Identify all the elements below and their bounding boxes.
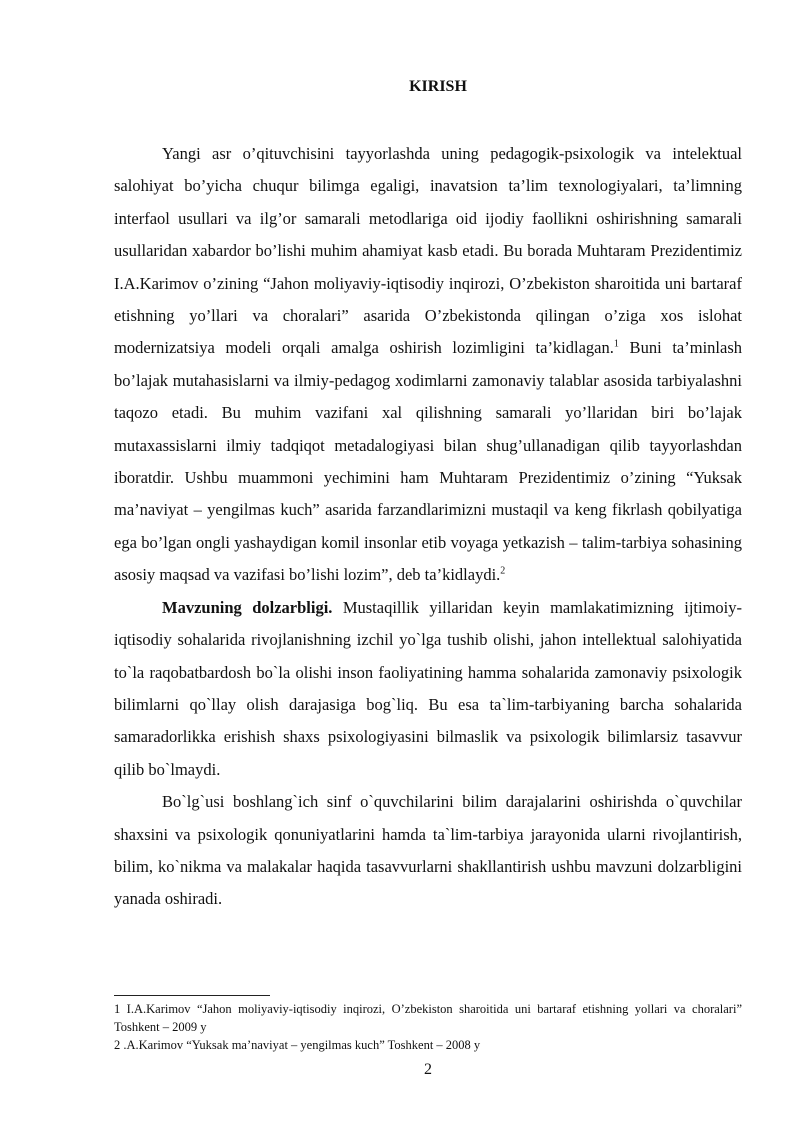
document-body <box>114 138 742 916</box>
footnote-divider <box>114 995 270 996</box>
page-title: KIRISH <box>409 78 467 95</box>
page-number: 2 <box>424 1061 432 1078</box>
paragraph-relevance <box>114 592 742 786</box>
footnote-ref-2: 2 <box>500 565 506 577</box>
footnotes <box>114 1000 742 1054</box>
paragraph-students <box>114 786 742 916</box>
footnote-ref-1: 1 <box>613 338 619 350</box>
paragraph-students-text: Bo`lg`usi boshlang`ich sinf o`quvchilarini bilim darajalarini oshirishda o`quvchilar shaxsini va psixologik qonuniyatlarini hamda ta`lim-tarbiya jarayonida ularni rivojlantirish, bilim, ko`nikma va malakalar haqida tasavvurlarni shakllantirish ushbu mavzuni dolzarbligini yanada oshiradi. <box>114 792 742 909</box>
paragraph-intro-text-1: Yangi asr o’qituvchisini tayyorlashda uning pedagogik-psixologik va intelektual salohiyat bo’yicha chuqur bilimga egaligi, inavatsion ta’lim texnologiyalari, ta’limning interfaol usullari va ilg’or samarali metodlariga oid ijodiy faollikni oshirishning samarali usullaridan xabardor bo’lishi muhim ahamiyat kasb etadi. Bu borada Muhtaram Prezidentimiz I.A.Karimov o’zining “Jahon moliyaviy-iqtisodiy inqirozi, O’zbekiston sharoitida uni bartaraf etishning yo’llari va choralari” asarida O’zbekistonda qilingan o’ziga xos islohat modernizatsiya modeli orqali amalga oshirish lozimligini ta’kidlagan. <box>114 144 742 358</box>
footnote-2: 2 .A.Karimov “Yuksak ma’naviyat – yengilmas kuch” Toshkent – 2008 y <box>114 1038 481 1052</box>
footnote-1: 1 I.A.Karimov “Jahon moliyaviy-iqtisodiy inqirozi, O’zbekiston sharoitida uni bartaraf etishning yollari va choralari” Toshkent – 2009 y <box>114 1002 742 1034</box>
paragraph-relevance-text: Mustaqillik yillaridan keyin mamlakatimizning ijtimoiy-iqtisodiy sohalarida rivojlanishning izchil yo`lga tushib olishi, jahon intellektual salohiyatida to`la raqobatbardosh bo`la olishi inson faoliyatining hamma sohalarida zamonaviy psixologik bilimlarni qo`llay olish darajasiga bog`liq. Bu esa ta`lim-tarbiyaning barcha sohalarida samaradorlikka erishish shaxs psixologiyasini bilmaslik va psixologik bilimlarsiz tasavvur qilib bo`lmaydi. <box>114 597 742 779</box>
paragraph-intro-text-2: Buni ta’minlash bo’lajak mutahasislarni va ilmiy-pedagog xodimlarni zamonaviy talablar asosida tarbiyalashni taqozo etadi. Bu muhim vazifani xal qilishning samarali yo’llaridan biri bo’lajak mutaxassislarni ilmiy tadqiqot metadalogiyasi bilan shug’ullanadigan qilib tayyorlashdan iboratdir. Ushbu muammoni yechimini ham Muhtaram Prezidentimiz o’zining “Yuksak ma’naviyat – yengilmas kuch” asarida farzandlarimizni mustaqil va keng fikrlash qobilyatiga ega bo’lgan ongli yashaydigan komil insonlar etib voyaga yetkazish – talim-tarbiya sohasining asosiy maqsad va vazifasi bo’lishi lozim”, deb ta’kidlaydi. <box>114 338 742 585</box>
paragraph-relevance-heading: Mavzuning dolzarbligi. <box>162 597 333 617</box>
paragraph-intro <box>114 138 742 592</box>
